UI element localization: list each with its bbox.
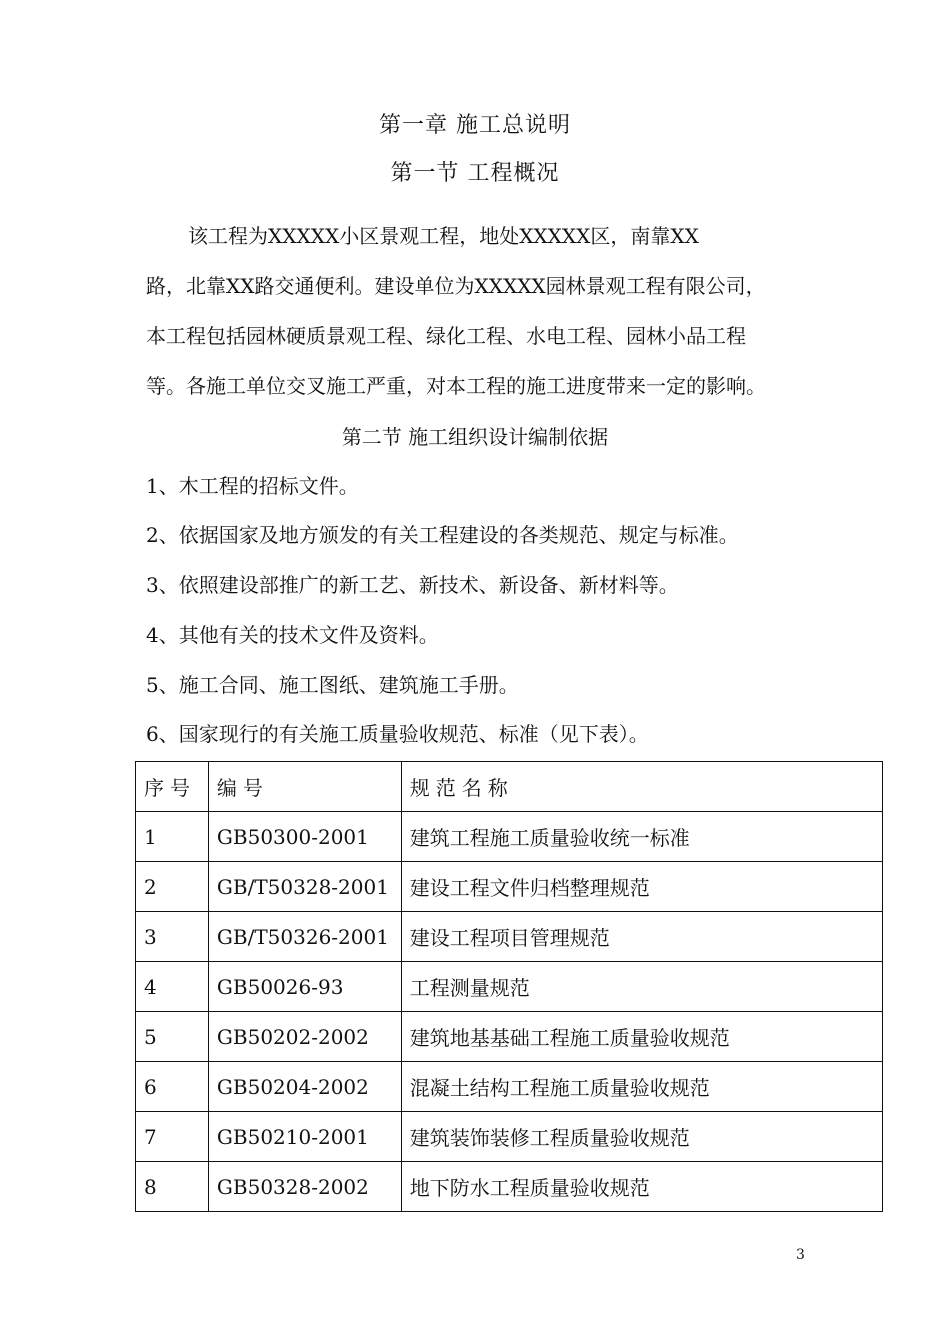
standards-table [135,761,883,1212]
header-cell: 序号 [136,762,209,812]
table-header-row [136,762,883,812]
table-row [136,962,883,1012]
overview-line: 路，北靠XX路交通便利。建设单位为XXXXX园林景观工程有限公司， [146,274,766,298]
table-row [136,1012,883,1062]
table-cell: 地下防水工程质量验收规范 [401,1162,882,1212]
basis-item: 2、依据国家及地方颁发的有关工程建设的各类规范、规定与标准。 [146,523,739,547]
table-cell: 7 [136,1112,209,1162]
table-row [136,1162,883,1212]
section-title: 第一节 工程概况 [390,161,560,186]
basis-item: 4、其他有关的技术文件及资料。 [146,623,439,647]
table-cell: GB50300-2001 [208,812,401,862]
basis-item: 1、木工程的招标文件。 [146,474,359,498]
chapter-title: 第一章 施工总说明 [379,113,571,138]
table-cell: 工程测量规范 [401,962,882,1012]
table-cell: 3 [136,912,209,962]
section-title: 第二节 施工组织设计编制依据 [341,425,609,449]
table-row [136,1112,883,1162]
table-cell: 建筑工程施工质量验收统一标准 [401,812,882,862]
table-cell: 建筑地基基础工程施工质量验收规范 [401,1012,882,1062]
table-row [136,862,883,912]
table-cell: 6 [136,1062,209,1112]
basis-item: 6、国家现行的有关施工质量验收规范、标准（见下表）。 [146,722,649,746]
table-cell: GB50210-2001 [208,1112,401,1162]
basis-item: 5、施工合同、施工图纸、建筑施工手册。 [146,673,519,697]
table-row [136,1062,883,1112]
table-cell: GB50026-93 [208,962,401,1012]
table-cell: GB/T50328-2001 [208,862,401,912]
table-cell: 建筑装饰装修工程质量验收规范 [401,1112,882,1162]
header-cell: 编号 [208,762,401,812]
table-cell: 1 [136,812,209,862]
table-cell: GB/T50326-2001 [208,912,401,962]
page-number: 3 [796,1247,805,1263]
table-cell: 建设工程文件归档整理规范 [401,862,882,912]
table-cell: 4 [136,962,209,1012]
basis-item: 3、依照建设部推广的新工艺、新技术、新设备、新材料等。 [146,573,679,597]
table-row [136,812,883,862]
table-cell: GB50328-2002 [208,1162,401,1212]
table-cell: 2 [136,862,209,912]
table-row [136,912,883,962]
table-cell: GB50202-2002 [208,1012,401,1062]
table-cell: 建设工程项目管理规范 [401,912,882,962]
overview-line: 本工程包括园林硬质景观工程、绿化工程、水电工程、园林小品工程 [146,324,746,348]
table-cell: 5 [136,1012,209,1062]
table-cell: GB50204-2002 [208,1062,401,1112]
overview-line: 该工程为XXXXX小区景观工程，地处XXXXX区，南靠XX [188,224,699,248]
table-cell: 混凝土结构工程施工质量验收规范 [401,1062,882,1112]
overview-line: 等。各施工单位交叉施工严重，对本工程的施工进度带来一定的影响。 [146,374,766,398]
header-cell: 规范名称 [401,762,882,812]
table-cell: 8 [136,1162,209,1212]
